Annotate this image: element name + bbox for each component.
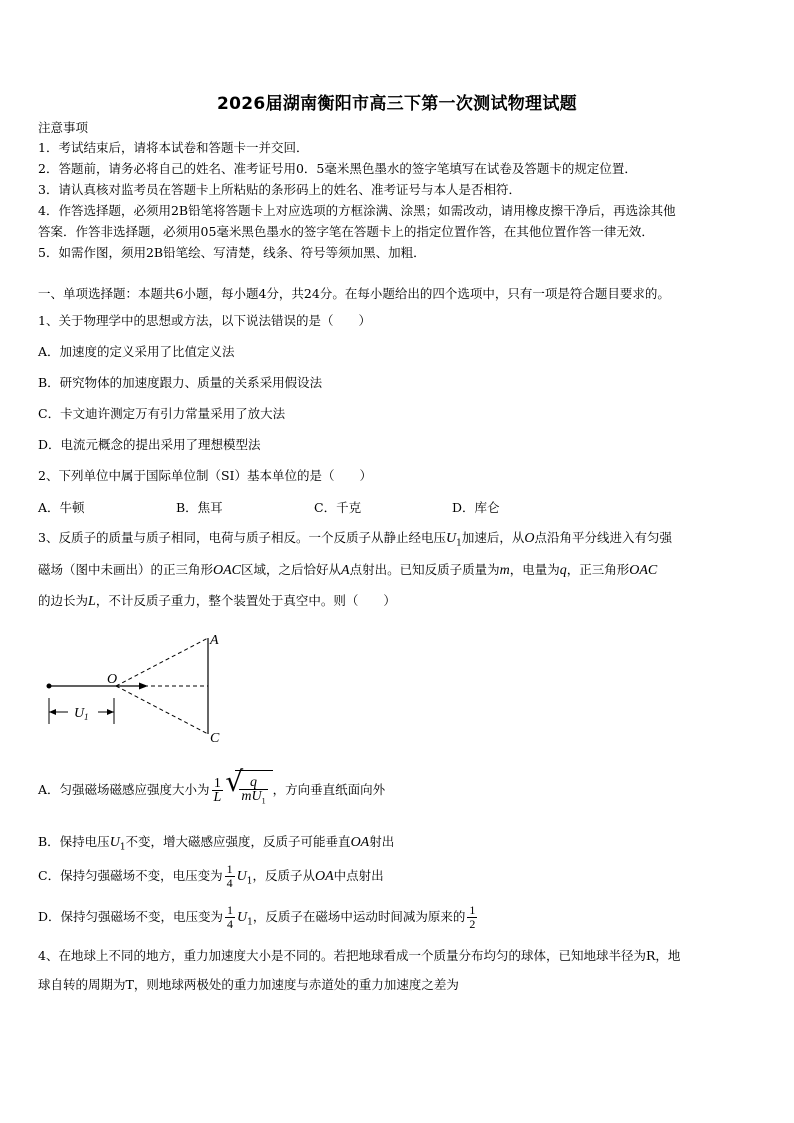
q1-option-a: A．加速度的定义采用了比值定义法 <box>38 344 235 359</box>
q2-option-d: D．库仑 <box>452 500 500 515</box>
q3-stem-line1: 3、反质子的质量与质子相同，电荷与质子相反。一个反质子从静止经电压$U_1$加速后，从O点沿角平分线进入有匀强 <box>38 530 672 549</box>
notice-item-4-cont: 答案．作答非选择题，必须用05毫米黑色墨水的签字笔在答题卡上的指定位置作答，在其他位置作答一律无效． <box>38 224 654 239</box>
q1-option-b: B．研究物体的加速度跟力、质量的关系采用假设法 <box>38 375 323 390</box>
label-u-sub: 1 <box>84 712 89 722</box>
notice-item-1: 1．考试结束后，请将本试卷和答题卡一并交回． <box>38 140 309 155</box>
q3-option-c: C．保持匀强磁场不变，电压变为 $\frac{1}{4}$ $U_1$，反质子从OA中点射出 <box>38 862 384 890</box>
label-c: C <box>210 731 220 746</box>
label-o: O <box>107 672 118 687</box>
q1-stem: 1、关于物理学中的思想或方法，以下说法错误的是（ ） <box>38 313 371 328</box>
q2-option-a: A．牛顿 <box>38 500 85 515</box>
source-dot <box>47 684 52 689</box>
q4-stem-line2: 球自转的周期为T，则地球两极处的重力加速度与赤道处的重力加速度之差为 <box>38 977 459 992</box>
dim-arrow-right <box>107 709 114 715</box>
q3-stem-line2: 磁场（图中未画出）的正三角形OAC区域，之后恰好从A点射出。已知反质子质量为m，电量为q，正三角形OAC <box>38 562 658 578</box>
notice-item-5: 5．如需作图，须用2B铅笔绘、写清楚，线条、符号等须加黑、加粗． <box>38 245 426 260</box>
triangle-side-oc <box>116 686 208 734</box>
section-heading: 一、单项选择题：本题共6小题，每小题4分，共24分。在每小题给出的四个选项中，只有一项是符合题目要求的。 <box>38 286 670 301</box>
q2-stem: 2、下列单位中属于国际单位制（SI）基本单位的是（ ） <box>38 468 372 483</box>
q3-option-a: A．匀强磁场磁感应强度大小为 $\frac{1}{L}$ √ $\frac{q}{mU_1}$ ，方向垂直纸面向外 <box>38 770 385 814</box>
q2-option-b: B．焦耳 <box>176 500 223 515</box>
q3-figure <box>38 626 238 748</box>
label-u: U <box>74 706 85 721</box>
velocity-arrowhead <box>139 683 148 690</box>
q4-stem-line1: 4、在地球上不同的地方，重力加速度大小是不同的。若把地球看成一个质量分布均匀的球体，已知地球半径为R，地 <box>38 948 681 963</box>
q1-option-d: D．电流元概念的提出采用了理想模型法 <box>38 437 261 452</box>
dim-arrow-left <box>49 709 56 715</box>
q1-option-c: C．卡文迪许测定万有引力常量采用了放大法 <box>38 406 286 421</box>
q3-option-b: B．保持电压$U_1$不变，增大磁感应强度，反质子可能垂直OA射出 <box>38 834 395 853</box>
label-a: A <box>210 633 219 648</box>
q2-option-c: C．千克 <box>314 500 362 515</box>
triangle-side-oa <box>116 638 208 686</box>
q3-stem-line3: 的边长为L，不计反质子重力，整个装置处于真空中。则（ ） <box>38 593 396 609</box>
q3-option-d: D．保持匀强磁场不变，电压变为 $\frac{1}{4}$ $U_1$，反质子在磁场中运动时间减为原来的 $\frac{1}{2}$ <box>38 903 476 931</box>
notice-item-3: 3．请认真核对监考员在答题卡上所粘贴的条形码上的姓名、准考证号与本人是否相符． <box>38 182 521 197</box>
notice-heading: 注意事项 <box>38 120 89 135</box>
notice-item-2: 2．答题前，请务必将自己的姓名、准考证号用0．5毫米黑色墨水的签字笔填写在试卷及答题卡的规定位置． <box>38 161 637 176</box>
page-title: 2026届湖南衡阳市高三下第一次测试物理试题 <box>217 94 577 114</box>
notice-item-4: 4．作答选择题，必须用2B铅笔将答题卡上对应选项的方框涂满、涂黑；如需改动，请用橡皮擦干净后，再选涂其他 <box>38 203 676 218</box>
